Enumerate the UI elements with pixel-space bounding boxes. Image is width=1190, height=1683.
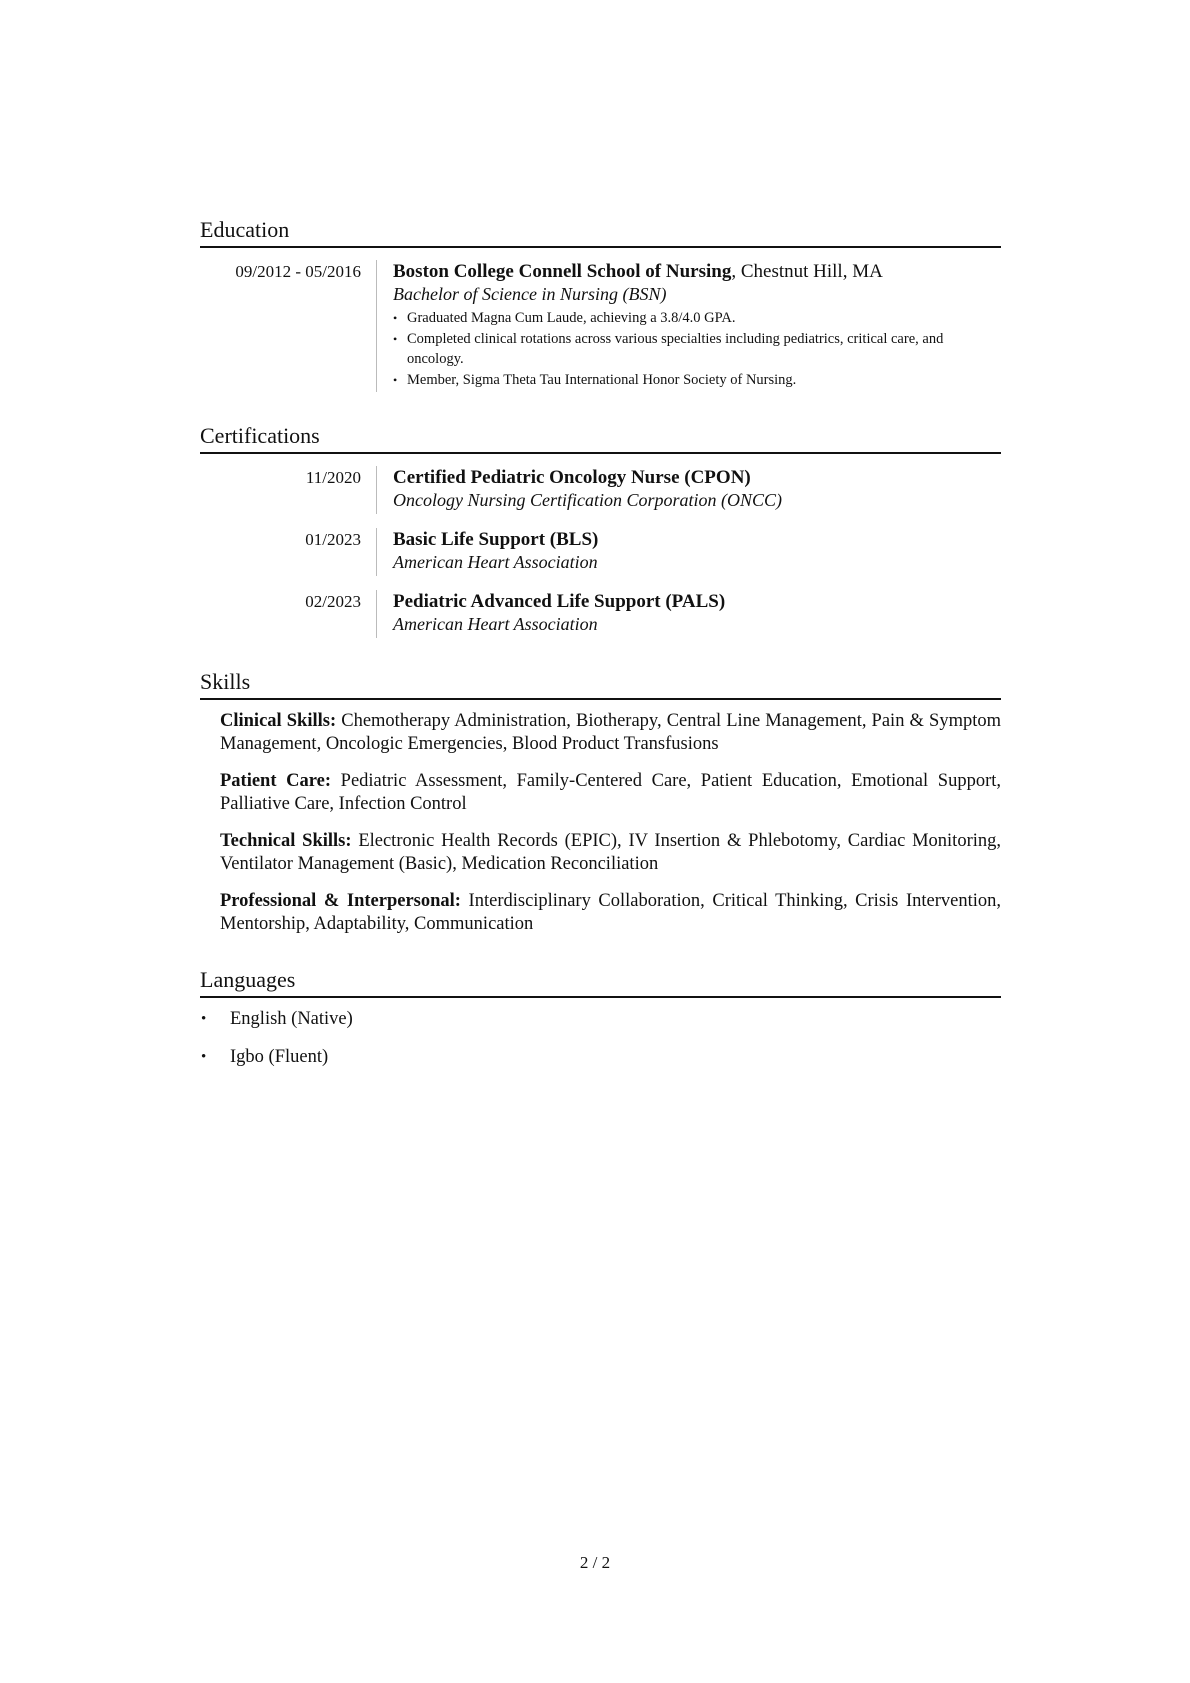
certification-issuer: American Heart Association: [393, 552, 598, 572]
certification-entry: [200, 528, 1001, 576]
entry-body: [376, 466, 1001, 514]
entry-date: 02/2023: [305, 592, 361, 611]
bullet-item: • Graduated Magna Cum Laude, achieving a 3.8/4.0 GPA.: [393, 308, 1001, 329]
entry-body: [376, 528, 1001, 576]
language-item: • Igbo (Fluent): [200, 1046, 1001, 1069]
section-title: Certifications: [200, 422, 1001, 454]
skills-section: [200, 668, 1001, 936]
certification-issuer: American Heart Association: [393, 614, 598, 634]
certification-entry: [200, 590, 1001, 638]
skill-text: Electronic Health Records (EPIC), IV Insertion & Phlebotomy, Cardiac Monitoring, Ventilator Management (Basic), Medication Reconciliation: [220, 831, 1001, 874]
skill-category: Clinical Skills:: [220, 711, 337, 731]
bullet-item: • Member, Sigma Theta Tau International Honor Society of Nursing.: [393, 370, 1001, 391]
degree-name: Bachelor of Science in Nursing (BSN): [393, 284, 667, 304]
page-number: 2 / 2: [579, 1553, 611, 1572]
certification-entry: [200, 466, 1001, 514]
skills-list: [200, 710, 1001, 936]
resume-page: [200, 216, 1001, 1099]
section-title: Skills: [200, 668, 1001, 700]
education-section: [200, 216, 1001, 392]
languages-list: [200, 1008, 1001, 1069]
institution-location: , Chestnut Hill, MA: [731, 261, 883, 282]
education-entry: [200, 260, 1001, 392]
entry-date: 09/2012 - 05/2016: [235, 262, 361, 281]
certification-name: Certified Pediatric Oncology Nurse (CPON): [393, 467, 751, 488]
entry-body: [376, 260, 1001, 392]
skill-item: [220, 770, 1001, 816]
skill-text: Pediatric Assessment, Family-Centered Care, Patient Education, Emotional Support, Palliative Care, Infection Control: [220, 771, 1001, 814]
section-title: Languages: [200, 966, 1001, 998]
skill-item: [220, 890, 1001, 936]
skill-category: Technical Skills:: [220, 831, 352, 851]
bullet-item: • Completed clinical rotations across various specialties including pediatrics, critical care, and oncology.: [393, 329, 1001, 370]
entry-date: 11/2020: [305, 468, 361, 487]
skill-text: Chemotherapy Administration, Biotherapy, Central Line Management, Pain & Symptom Management, Oncologic Emergencies, Blood Product Transfusions: [220, 711, 1001, 754]
entry-date: 01/2023: [305, 530, 361, 549]
education-bullets: [393, 308, 1001, 390]
section-title: Education: [200, 216, 1001, 248]
institution-name: Boston College Connell School of Nursing: [393, 261, 732, 282]
certification-name: Basic Life Support (BLS): [393, 529, 599, 550]
certification-issuer: Oncology Nursing Certification Corporation (ONCC): [393, 490, 783, 510]
skill-item: [220, 830, 1001, 876]
language-item: • English (Native): [200, 1008, 1001, 1031]
entry-heading: [393, 260, 1001, 283]
certifications-section: [200, 422, 1001, 638]
skill-category: Patient Care:: [220, 771, 332, 791]
skill-text: Interdisciplinary Collaboration, Critical Thinking, Crisis Intervention, Mentorship, Adaptability, Communication: [220, 891, 1001, 934]
languages-section: [200, 966, 1001, 1069]
certification-name: Pediatric Advanced Life Support (PALS): [393, 591, 726, 612]
entry-body: [376, 590, 1001, 638]
skill-category: Professional & Interpersonal:: [220, 891, 461, 911]
skill-item: [220, 710, 1001, 756]
